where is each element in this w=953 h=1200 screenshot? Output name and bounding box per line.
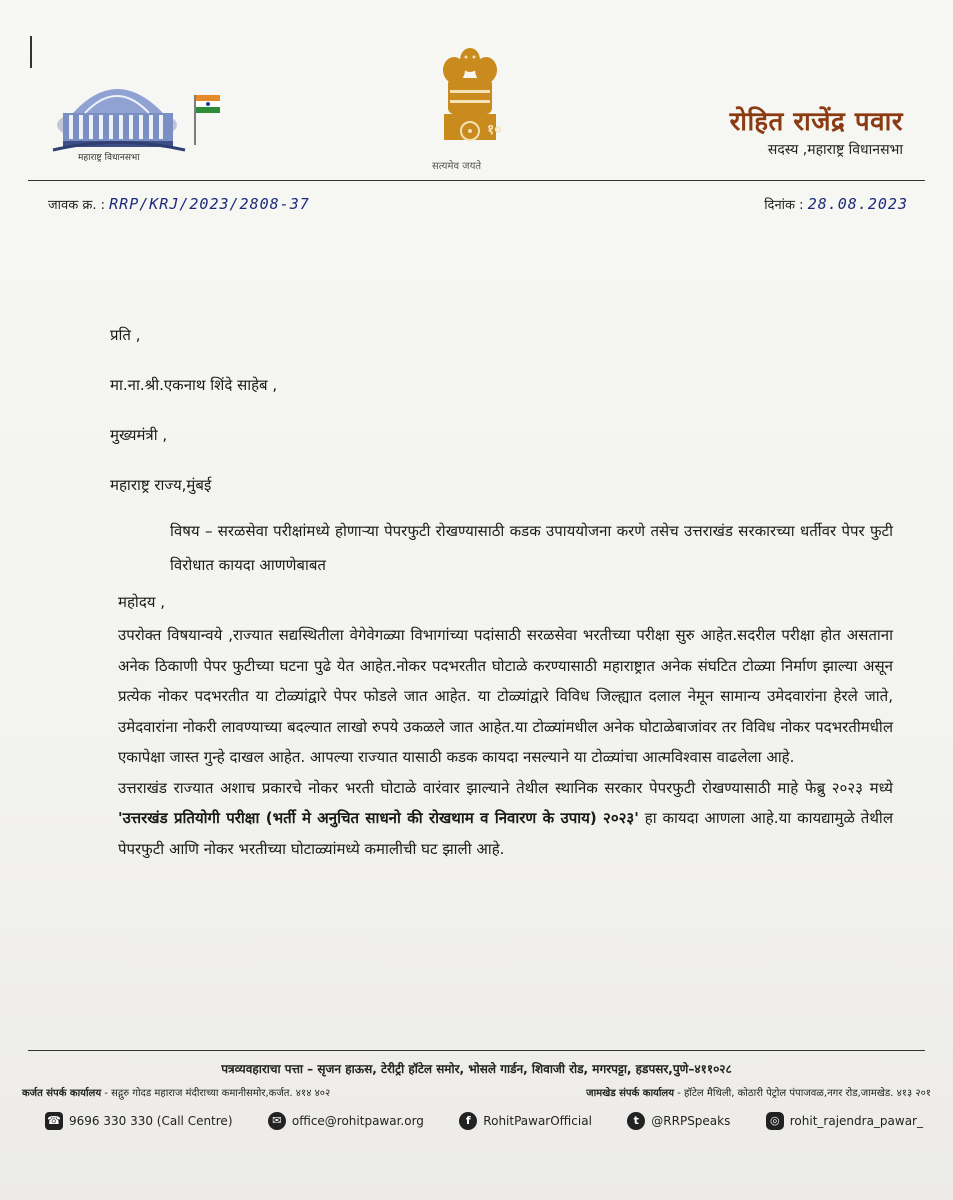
body-paragraph-1: उपरोक्त विषयान्वये ,राज्यात सद्यस्थितीला वेगेवेगळ्या विभागांच्या पदांसाठी सरळसेवा भरतीच्या परीक्षा सुरु आहेत.सदरील परीक्षा होत असताना अनेक ठिकाणी पेपर फुटीच्या घटना पुढे येत आहेत.नोकर पदभरतीत घोटाळे करण्यासाठी महाराष्ट्रात अनेक संघटित टोळ्या निर्माण झाल्या असून प्रत्येक नोकर पदभरतीत या टोळ्यांद्वारे पेपर फोडले जात आहेत. या टोळ्यांद्वारे विविध जिल्ह्यात दलाल नेमून सामान्य उमेदवारांना हेरले जाते, उमेदवारांना नोकरी लावण्याच्या बदल्यात लाखो रुपये उकळले जात आहेत.या टोळ्यांमधील अनेक घोटाळेबाजांवर तर विविध नोकर पदभरतीमधील एकापेक्षा जास्त गुन्हे दाखल आहेत. आपल्या राज्यात यासाठी कडक कायदा नसल्याने या टोळ्यांचा आत्मविश्वास वाढलेला आहे. [118, 626, 893, 766]
facebook-handle: RohitPawarOfficial [483, 1114, 592, 1128]
karjat-text: - सद्गुरु गोदड महाराज मंदीराच्या कमानीसमोर,कर्जत. ४१४ ४०२ [101, 1088, 331, 1099]
reference-value: RRP/KRJ/2023/2808-37 [109, 195, 310, 213]
email-address: office@rohitpawar.org [291, 1114, 424, 1128]
page-bleed-through [45, 1150, 923, 1164]
twitter-icon: t [627, 1112, 645, 1130]
emblem-wheel-icon [459, 120, 481, 142]
jamkhed-office [586, 1085, 931, 1099]
para2-start: उत्तराखंड राज्यात अशाच प्रकारचे नोकर भरती घोटाळे वारंवार झाल्याने तेथील स्थानिक सरकार पेपरफुटी रोखण्यासाठी माहे फेब्रु २०२३ मध्ये [118, 778, 893, 797]
correspondence-address: पत्रव्यवहाराचा पत्ता – सृजन हाऊस, टेरीट्री हॉटेल समोर, भोसले गार्डन, शिवाजी रोड, मगरपट्टा, हडपसर,पुणे–४११०२८ [221, 1062, 732, 1076]
instagram-icon: ◎ [766, 1112, 784, 1130]
jamkhed-text: - हॉटेल मैथिली, कोठारी पेट्रोल पंपाजवळ,नगर रोड,जामखेड. ४१३ २०१ [674, 1088, 931, 1099]
facebook-contact[interactable] [459, 1112, 592, 1130]
karjat-label: कर्जत संपर्क कार्यालय [22, 1088, 102, 1099]
address-line-3: मुख्यमंत्री , [110, 426, 168, 444]
reference-label: जावक क्र. : [48, 198, 105, 213]
emblem-caption: सत्यमेव जयते [432, 161, 482, 172]
address-block [110, 325, 893, 525]
email-contact[interactable] [268, 1112, 424, 1130]
letter-date [764, 195, 908, 213]
contact-row [45, 1112, 923, 1130]
mla-name: रोहित राजेंद्र पवार [729, 107, 903, 137]
address-line-1: प्रति , [110, 326, 141, 344]
emblem-numeral: १० [487, 122, 502, 138]
para2-end: हा कायदा आणला आहे.या कायद्यामुळे तेथील पेपरफुटी आणि नोकर भरतीच्या घोटाळ्यांमध्ये कमालीची घट झाली आहे. [118, 809, 893, 858]
phone-contact[interactable] [45, 1112, 233, 1130]
date-label: दिनांक : [764, 198, 804, 213]
body-paragraph-2 [118, 773, 893, 865]
margin-mark [30, 36, 32, 68]
twitter-contact[interactable] [627, 1112, 730, 1130]
phone-number: 9696 330 330 (Call Centre) [69, 1114, 233, 1128]
address-line-2: मा.ना.श्री.एकनाथ शिंदे साहेब , [110, 376, 278, 394]
address-line-4: महाराष्ट्र राज्य,मुंबई [110, 476, 212, 494]
email-icon: ✉ [268, 1112, 286, 1130]
letter-body [118, 620, 893, 864]
footer-rule [28, 1050, 925, 1051]
mla-title: सदस्य ,महाराष्ट्र विधानसभा [767, 142, 903, 158]
facebook-icon: f [459, 1112, 477, 1130]
vidhan-bhavan-logo [45, 55, 235, 165]
jamkhed-label: जामखेड संपर्क कार्यालय [586, 1088, 675, 1099]
date-value: 28.08.2023 [807, 195, 908, 213]
letter-subject: विषय – सरळसेवा परीक्षांमध्ये होणाऱ्या पेपरफुटी रोखण्यासाठी कडक उपाययोजना करणे तसेच उत्तराखंड सरकारच्या धर्तीवर पेपर फुटी विरोधात कायदा आणणेबाबत [170, 522, 893, 574]
phone-icon: ☎ [45, 1112, 63, 1130]
office-addresses [22, 1085, 931, 1099]
karjat-office [22, 1085, 330, 1099]
act-name: 'उत्तरखंड प्रतियोगी परीक्षा (भर्ती मे अनुचित साधनो की रोखथाम व निवारण के उपाय) २०२३' [118, 809, 639, 827]
reference-number [48, 195, 310, 213]
instagram-handle: rohit_rajendra_pawar_ [789, 1114, 923, 1128]
instagram-contact[interactable] [766, 1112, 923, 1130]
header-rule [28, 180, 925, 181]
twitter-handle: @RRPSpeaks [651, 1114, 731, 1128]
salutation: महोदय , [118, 593, 166, 611]
vidhan-caption: महाराष्ट्र विधानसभा [78, 153, 140, 163]
